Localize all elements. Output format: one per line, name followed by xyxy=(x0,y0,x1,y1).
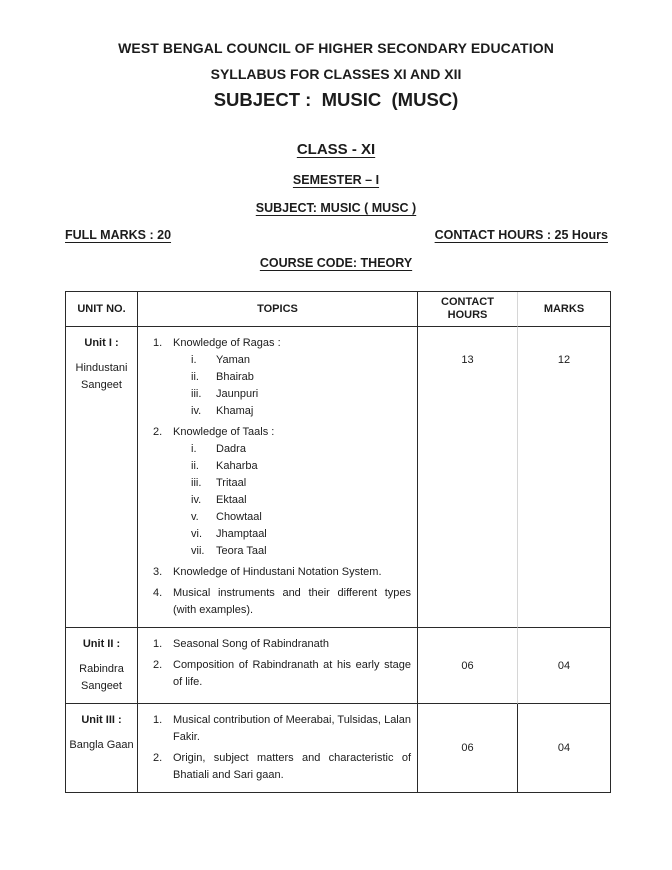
unit-1-title: Unit I : xyxy=(84,337,119,349)
syllabus-table xyxy=(65,291,611,793)
topic-item xyxy=(138,335,411,352)
table-row-unit-1 xyxy=(66,327,611,628)
topic-subitem xyxy=(138,403,411,420)
topic-text: Seasonal Song of Rabindranath xyxy=(173,638,329,650)
subject-title: SUBJECT : MUSIC (MUSC) xyxy=(213,89,459,110)
unit-3-title: Unit III : xyxy=(81,714,122,726)
topic-text: Knowledge of Hindustani Notation System. xyxy=(173,566,382,578)
subitem-text: Chowtaal xyxy=(216,511,262,523)
col-header-marks: MARKS xyxy=(518,292,611,327)
unit-2-title: Unit II : xyxy=(82,638,121,650)
unit-2-cell xyxy=(66,628,138,704)
subitem-number: i. xyxy=(191,354,197,366)
unit-2-subtitle-line: Rabindra xyxy=(79,663,124,675)
topic-subitem xyxy=(138,386,411,403)
topic-item xyxy=(138,424,411,441)
contact-hours-label: CONTACT HOURS : 25 Hours xyxy=(434,228,608,242)
unit-1-contact-hours: 13 xyxy=(418,327,518,628)
unit-3-subtitle-line: Bangla Gaan xyxy=(69,739,134,751)
table-row-unit-3 xyxy=(66,704,611,793)
unit-1-cell xyxy=(66,327,138,628)
topic-subitem xyxy=(138,475,411,492)
unit-3-topics-cell xyxy=(138,704,418,793)
topic-item xyxy=(138,636,411,653)
topic-text: Composition of Rabindranath at his early stage of life. xyxy=(173,659,411,688)
topic-text: Knowledge of Taals : xyxy=(173,426,275,438)
course-code-heading: COURSE CODE: THEORY xyxy=(259,256,413,270)
subitem-text: Ektaal xyxy=(216,494,247,506)
topic-item xyxy=(138,712,411,746)
subitem-text: Jaunpuri xyxy=(216,388,259,400)
subitem-number: vii. xyxy=(191,545,205,557)
council-title: WEST BENGAL COUNCIL OF HIGHER SECONDARY EDUCATION xyxy=(118,40,554,56)
topic-subitem xyxy=(138,492,411,509)
topic-subitem xyxy=(138,441,411,458)
subitem-number: iv. xyxy=(191,405,202,417)
document-header xyxy=(0,0,672,111)
col-header-unit-no: UNIT NO. xyxy=(66,292,138,327)
topic-number: 3. xyxy=(153,566,163,578)
unit-2-contact-hours: 06 xyxy=(418,628,518,704)
topic-number: 4. xyxy=(153,587,163,599)
topic-number: 1. xyxy=(153,337,163,349)
topic-number: 1. xyxy=(153,638,163,650)
unit-3-marks: 04 xyxy=(518,704,611,793)
col-header-contact-hours: CONTACT HOURS xyxy=(418,292,518,327)
class-heading: CLASS - XI xyxy=(296,141,376,158)
topic-number: 2. xyxy=(153,659,163,671)
subitem-text: Dadra xyxy=(216,443,246,455)
topic-subitem xyxy=(138,458,411,475)
topic-text: Knowledge of Ragas : xyxy=(173,337,281,349)
topic-text: Musical contribution of Meerabai, Tulsidas, Lalan Fakir. xyxy=(173,714,411,743)
subitem-text: Tritaal xyxy=(216,477,247,489)
subitem-number: vi. xyxy=(191,528,202,540)
marks-hours-row xyxy=(0,228,672,242)
topic-text: Musical instruments and their different types (with examples). xyxy=(173,587,411,616)
subitem-number: iv. xyxy=(191,494,202,506)
semester-heading: SEMESTER – I xyxy=(292,173,380,187)
topic-subitem xyxy=(138,352,411,369)
topic-number: 2. xyxy=(153,426,163,438)
subitem-text: Jhamptaal xyxy=(216,528,267,540)
subitem-number: ii. xyxy=(191,460,199,472)
unit-1-subtitle-line: Hindustani xyxy=(75,362,128,374)
col-header-topics: TOPICS xyxy=(138,292,418,327)
unit-3-cell xyxy=(66,704,138,793)
full-marks-label: FULL MARKS : 20 xyxy=(65,228,172,242)
topic-subitem xyxy=(138,526,411,543)
topic-text: Origin, subject matters and characteristic of Bhatiali and Sari gaan. xyxy=(173,752,411,781)
topic-subitem xyxy=(138,543,411,560)
unit-1-marks: 12 xyxy=(518,327,611,628)
subitem-text: Khamaj xyxy=(216,405,254,417)
table-row-unit-2 xyxy=(66,628,611,704)
unit-1-subtitle-line: Sangeet xyxy=(81,379,122,391)
subject-heading: SUBJECT: MUSIC ( MUSC ) xyxy=(255,201,417,215)
topic-item xyxy=(138,657,411,691)
subitem-number: iii. xyxy=(191,477,202,489)
subitem-number: v. xyxy=(191,511,199,523)
syllabus-title: SYLLABUS FOR CLASSES XI AND XII xyxy=(210,66,462,82)
subitem-text: Kaharba xyxy=(216,460,258,472)
subitem-number: iii. xyxy=(191,388,202,400)
topic-number: 2. xyxy=(153,752,163,764)
subitem-number: ii. xyxy=(191,371,199,383)
table-header-row xyxy=(66,292,611,327)
subitem-number: i. xyxy=(191,443,197,455)
unit-1-topics-cell xyxy=(138,327,418,628)
topic-item xyxy=(138,750,411,784)
unit-2-subtitle-line: Sangeet xyxy=(81,680,122,692)
topic-item xyxy=(138,585,411,619)
topic-item xyxy=(138,564,411,581)
topic-number: 1. xyxy=(153,714,163,726)
subitem-text: Teora Taal xyxy=(216,545,267,557)
unit-3-contact-hours: 06 xyxy=(418,704,518,793)
unit-2-topics-cell xyxy=(138,628,418,704)
subitem-text: Bhairab xyxy=(216,371,254,383)
subitem-text: Yaman xyxy=(216,354,251,366)
topic-subitem xyxy=(138,509,411,526)
topic-subitem xyxy=(138,369,411,386)
unit-2-marks: 04 xyxy=(518,628,611,704)
